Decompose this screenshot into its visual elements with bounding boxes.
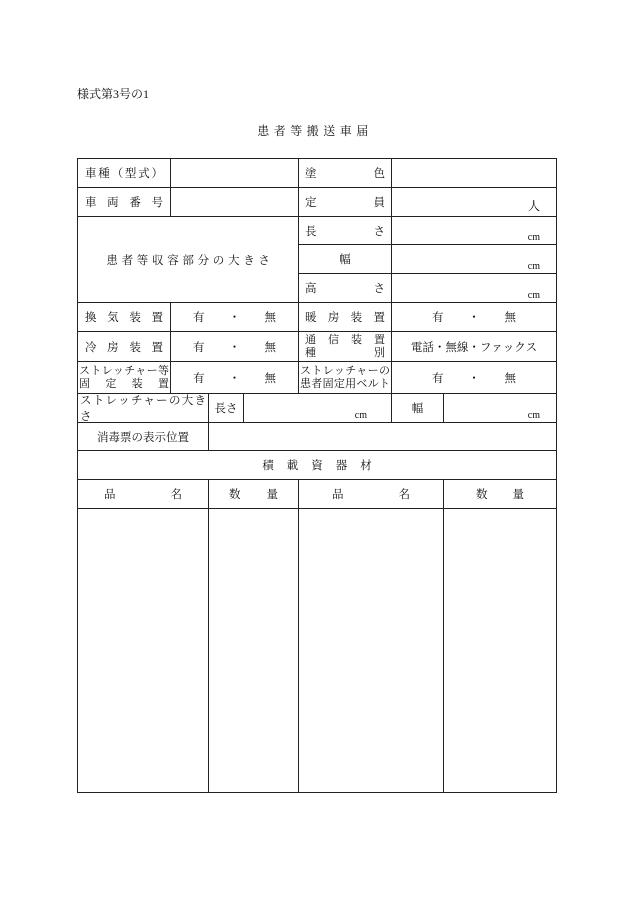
disinfection-label-cell [77,422,209,451]
stretcher-width-value-cell [443,393,557,423]
capacity-unit: 人 [527,199,540,213]
quantity-header-label: 数量 [476,489,524,501]
stretcher-fix-value: 有・無 [193,372,276,385]
item-name-column-right [298,508,444,793]
vehicle-color-label: 塗色 [305,168,385,180]
cooling-label-cell [77,331,171,362]
heating-value-cell [391,302,557,332]
loaded-equipment-title: 積載資器材 [262,460,385,472]
compartment-length-label-cell [298,216,392,245]
comm-label-cell [298,331,392,362]
cooling-value-cell [170,331,299,362]
stretcher-fix-label-line1: ストレッチャー等 [79,364,169,377]
vehicle-number-value-cell [170,187,299,217]
stretcher-width-label: 幅 [411,403,424,415]
ventilation-label-cell [77,302,171,332]
capacity-label: 定員 [305,197,385,209]
compartment-width-unit: cm [527,261,540,272]
heating-value: 有・無 [432,312,516,324]
vehicle-number-label: 車両番号 [85,197,163,209]
form-title: 患者等搬送車届 [257,124,373,138]
vehicle-model-value-cell [170,158,299,188]
loaded-equipment-header-cell [77,450,557,480]
belt-value-cell [391,361,557,394]
cooling-value: 有・無 [193,341,276,354]
compartment-length-label: 長さ [305,225,385,238]
belt-label-line2: 患者固定用ベルト [300,377,390,390]
vehicle-color-value-cell [391,158,557,188]
item-name-header-label: 品名 [332,489,410,501]
compartment-size-label-cell [77,216,299,303]
vehicle-number-label-cell [77,187,171,217]
stretcher-fix-label-line2: 固定装置 [79,377,169,390]
stretcher-size-label: ストレッチャーの大きさ [80,395,206,423]
quantity-header-label: 数量 [229,489,278,501]
stretcher-length-label-cell [208,393,244,423]
vehicle-model-label-cell [77,158,171,188]
belt-label-cell [298,361,392,394]
compartment-length-unit: cm [527,232,540,243]
quantity-header-right [443,479,557,509]
quantity-column-right [443,508,557,793]
stretcher-fix-value-cell [170,361,299,394]
belt-value: 有・無 [432,372,516,385]
stretcher-length-value-cell [243,393,392,423]
compartment-width-value-cell [391,244,557,274]
quantity-column-left [208,508,299,793]
vehicle-model-label: 車種（型式） [85,168,163,180]
item-name-header-label: 品名 [104,489,182,501]
cooling-label: 冷房装置 [85,341,163,354]
vehicle-color-label-cell [298,158,392,188]
quantity-header-left [208,479,299,509]
heating-label: 暖房装置 [305,312,385,324]
compartment-width-label-cell [298,244,392,274]
compartment-height-value-cell [391,273,557,303]
compartment-length-value-cell [391,216,557,245]
compartment-width-label: 幅 [339,254,351,266]
disinfection-value-cell [208,422,557,451]
compartment-height-unit: cm [527,290,540,301]
ventilation-label: 換気装置 [85,312,163,324]
stretcher-fix-label-cell [77,361,171,394]
compartment-height-label: 高さ [305,283,385,295]
comm-value: 電話・無線・ファックス [410,341,538,354]
comm-value-cell [391,331,557,362]
ventilation-value-cell [170,302,299,332]
stretcher-width-unit: cm [527,410,540,421]
stretcher-width-label-cell [391,393,444,423]
stretcher-length-unit: cm [354,410,367,421]
item-name-header-right [298,479,444,509]
item-name-column-left [77,508,209,793]
disinfection-label: 消毒票の表示位置 [97,431,189,444]
heating-label-cell [298,302,392,332]
ventilation-value: 有・無 [193,312,276,324]
comm-label-line2: 種別 [305,346,385,359]
capacity-value-cell [391,187,557,217]
compartment-height-label-cell [298,273,392,303]
item-name-header-left [77,479,209,509]
belt-label-line1: ストレッチャーの [300,364,390,377]
compartment-size-label: 患者等収容部分の大きさ [106,254,274,267]
capacity-label-cell [298,187,392,217]
form-number: 様式第3号の1 [77,87,150,101]
stretcher-length-label: 長さ [214,403,238,415]
stretcher-size-label-cell [77,393,209,423]
comm-label-line1: 通信装置 [305,333,385,346]
